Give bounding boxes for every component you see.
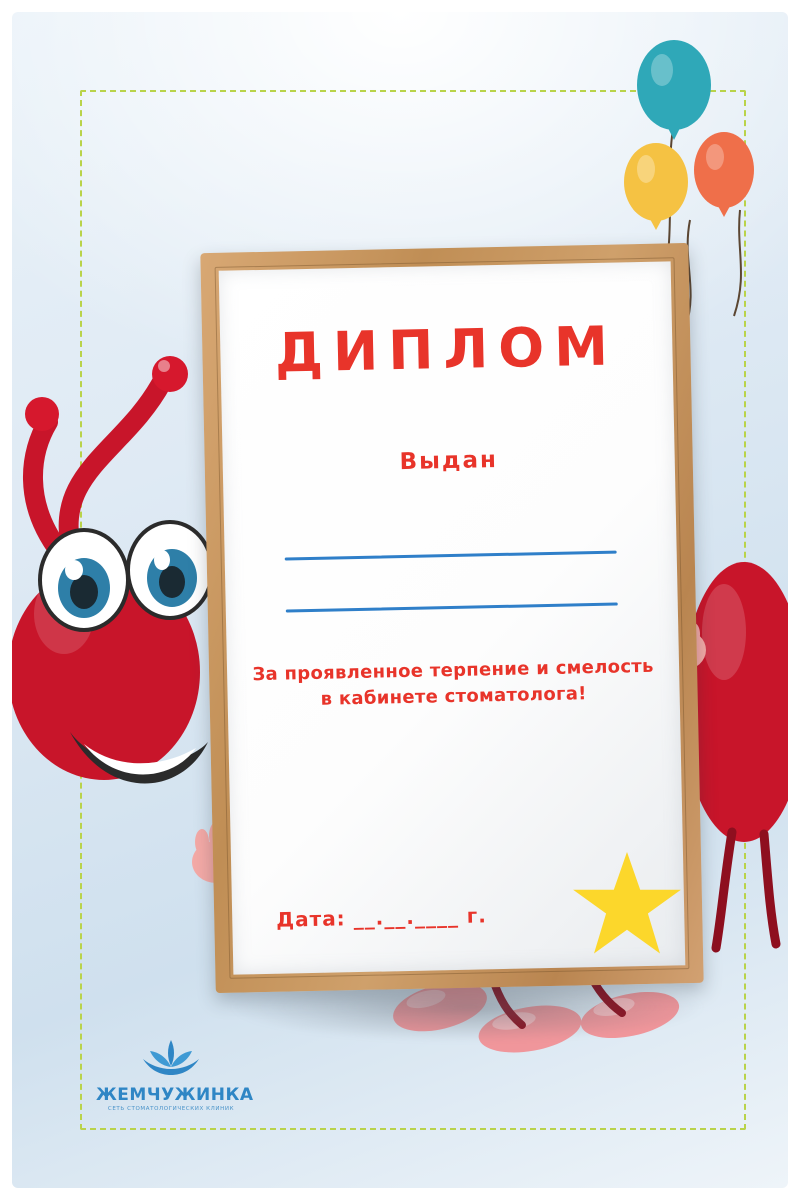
lotus-icon (138, 1036, 204, 1078)
ant-body-right-highlight (702, 584, 746, 680)
award-reason-line-2: в кабинете стоматолога! (320, 683, 587, 710)
balloon-teal-knot (668, 128, 680, 140)
ant-leg-right-1 (716, 832, 732, 948)
certificate-paper (219, 261, 686, 974)
certificate-canvas (12, 12, 788, 1188)
recipient-name-line-2[interactable] (286, 603, 618, 613)
date-field[interactable] (276, 903, 487, 931)
clinic-logo-name: ЖЕМЧУЖИНКА (96, 1085, 254, 1105)
award-reason (243, 654, 664, 715)
balloon-orange-knot (718, 206, 730, 217)
ant-antenna-gloss-1 (158, 360, 170, 372)
ant-antenna-1 (69, 382, 162, 552)
issued-label: Выдан (399, 447, 499, 476)
balloon-string-orange (734, 210, 741, 316)
balloon-yellow-knot (650, 219, 662, 230)
balloon-orange-highlight (706, 144, 724, 170)
balloon-teal-highlight (651, 54, 673, 86)
page-title: ДИПЛОМ (274, 314, 619, 385)
ant-eye-left (40, 530, 128, 630)
ant-antenna-tip-2 (25, 397, 59, 431)
ant-antenna-tip-1 (152, 356, 188, 392)
balloon-orange (694, 132, 754, 208)
ant-antenna-2 (33, 422, 60, 552)
balloon-teal (637, 40, 711, 130)
clinic-logo-subtitle: СЕТЬ СТОМАТОЛОГИЧЕСКИХ КЛИНИК (107, 1106, 235, 1112)
date-blanks: __.__.____ г. (353, 903, 488, 931)
date-label: Дата: (276, 906, 346, 932)
ant-leg-right-2 (764, 834, 776, 944)
ant-eye-right (128, 522, 212, 618)
balloon-yellow (624, 143, 688, 221)
balloon-yellow-highlight (637, 155, 655, 183)
clinic-logo (96, 1036, 254, 1112)
award-reason-line-1: За проявленное терпение и смелость (252, 655, 654, 686)
recipient-name-line-1[interactable] (285, 551, 617, 561)
